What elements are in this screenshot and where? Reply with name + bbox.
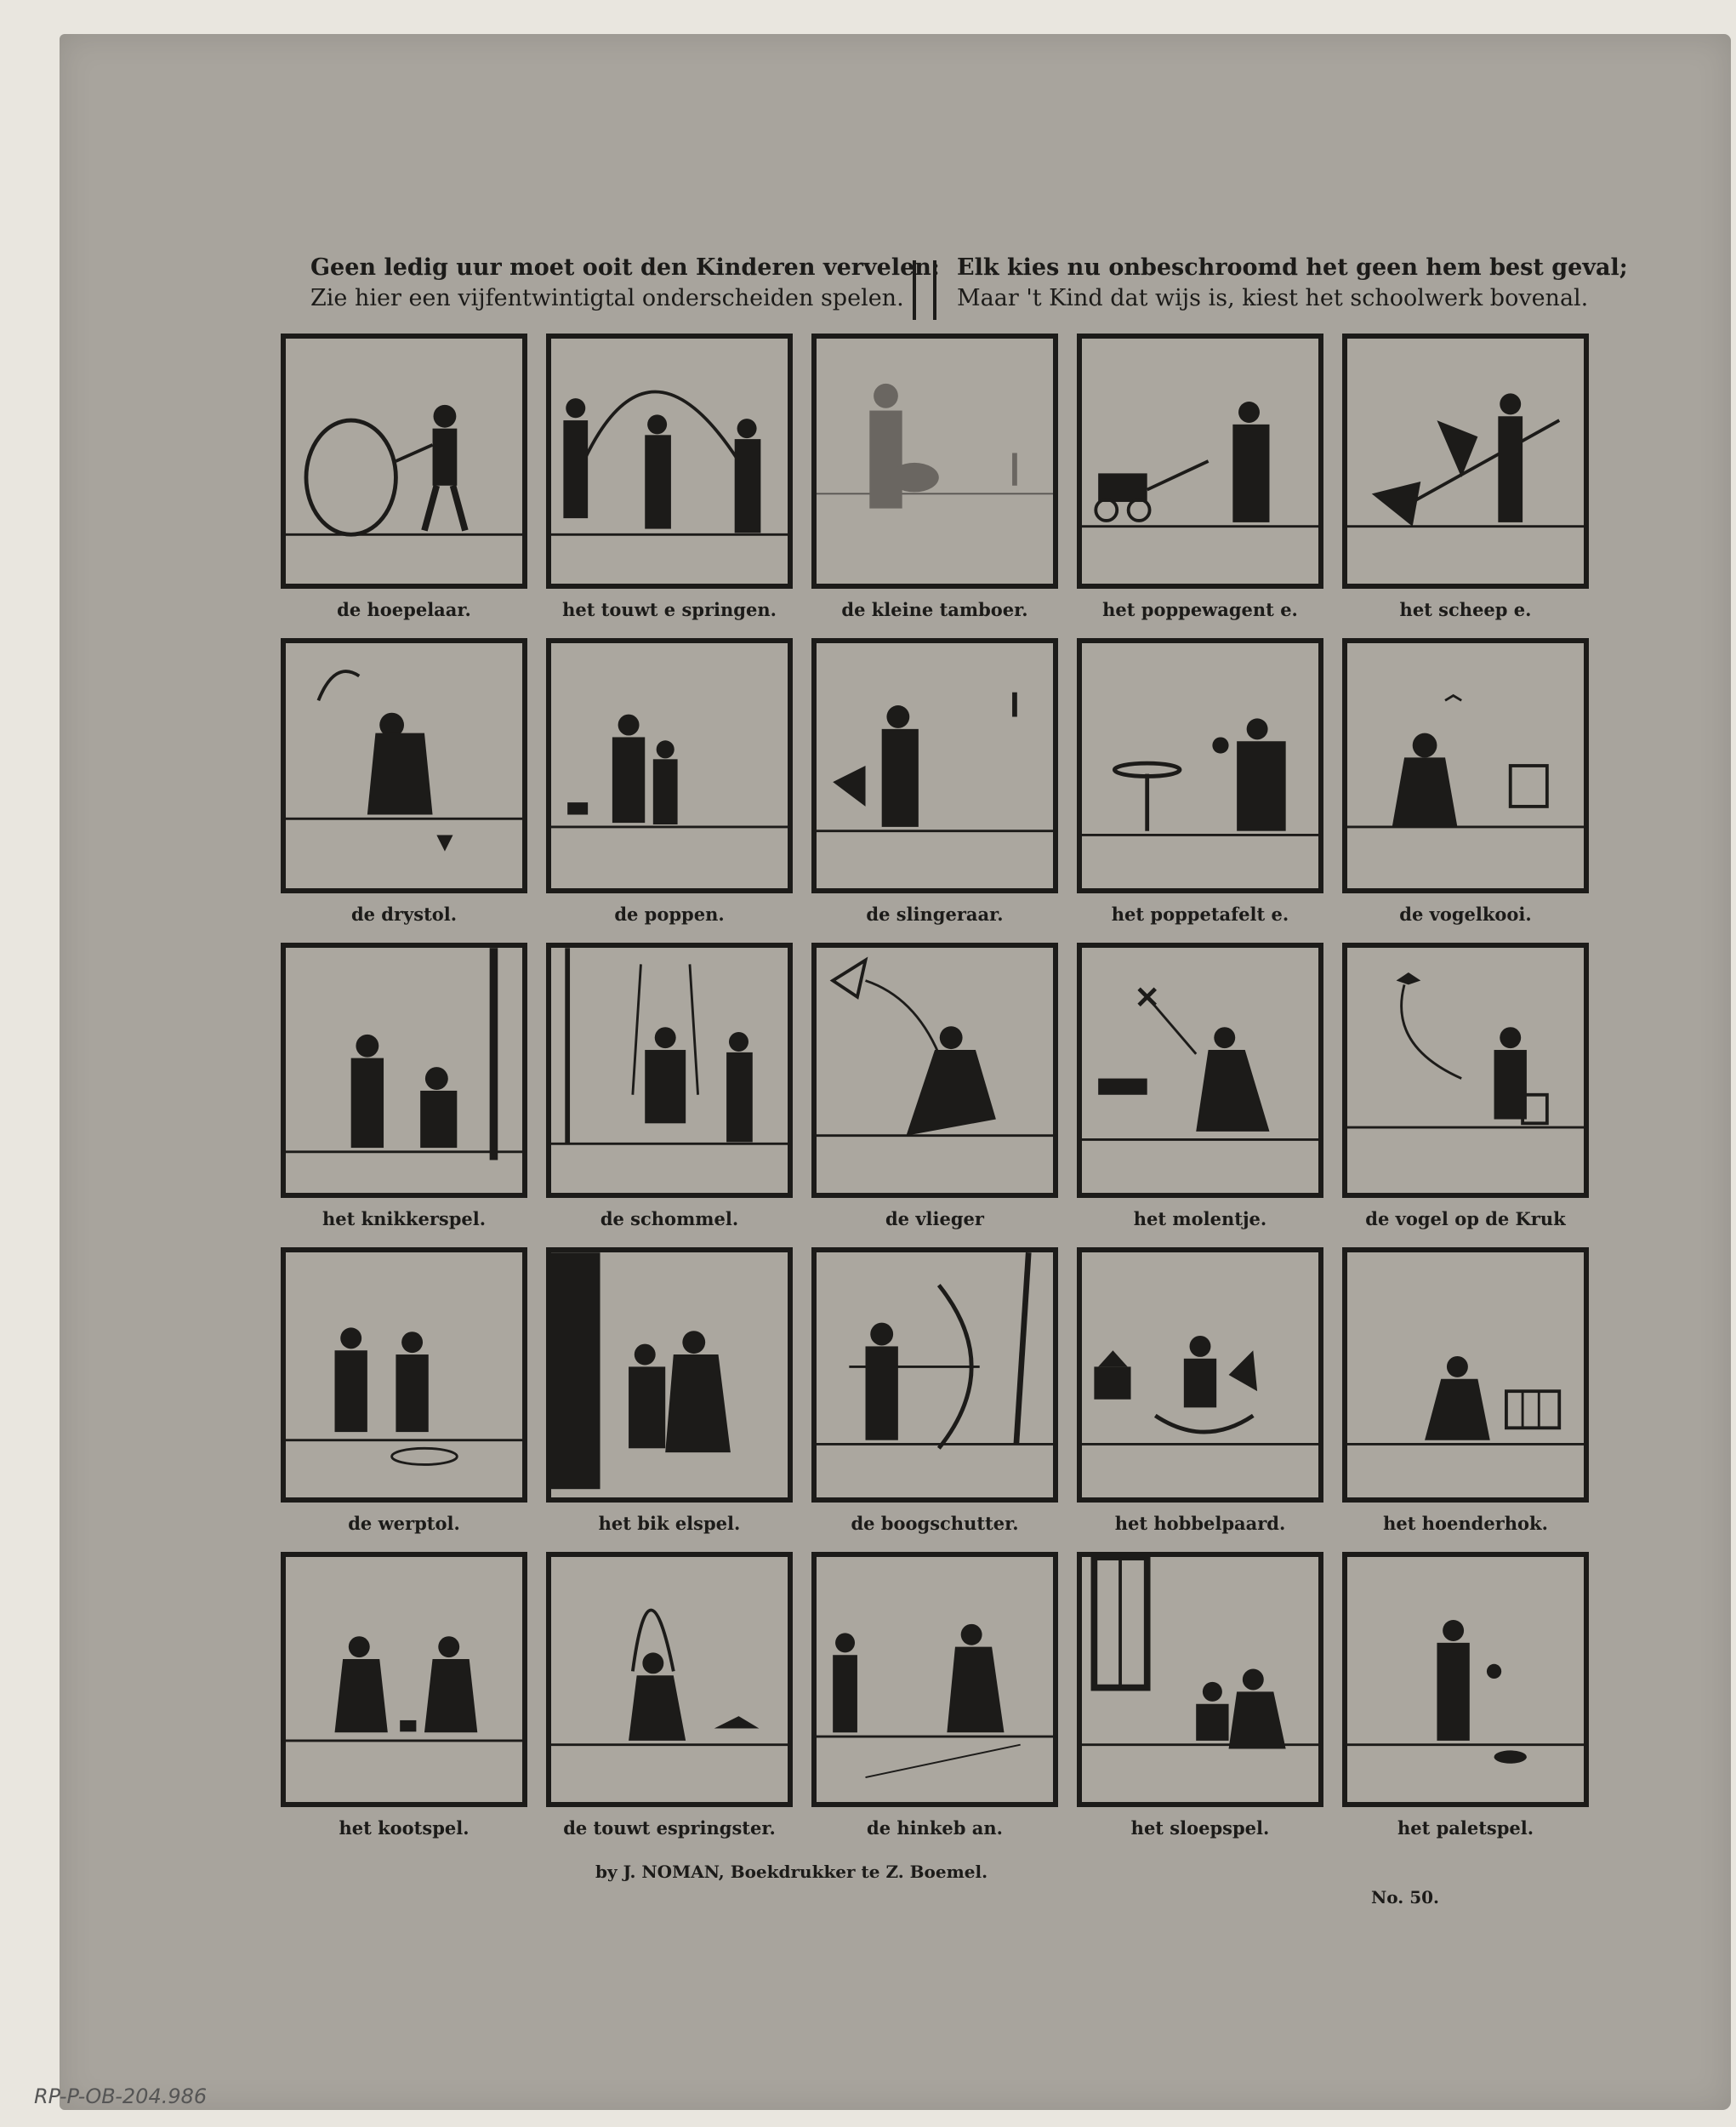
woodcut-rocking-horse (1077, 1247, 1323, 1503)
verse-right-line2: Maar 't Kind dat wijs is, kiest het schoolwerk bovenal. (957, 285, 1589, 311)
woodcut-rope (546, 334, 793, 589)
woodcut-doll-carriage (1077, 334, 1323, 589)
woodcut-pinwheel (1077, 943, 1323, 1198)
woodcut-paddle (1342, 1552, 1589, 1807)
caption: de kleine tamboer. (841, 599, 1028, 620)
caption: de vlieger (885, 1208, 984, 1229)
header-verse (310, 254, 1628, 330)
caption: het poppewagent e. (1102, 599, 1298, 620)
woodcut-henhouse (1342, 1247, 1589, 1503)
woodcut-bird-perch (1342, 943, 1589, 1198)
woodcut-grid (281, 334, 1591, 1890)
woodcut-skipping-girl (546, 1552, 793, 1807)
caption: het kootspel. (339, 1817, 470, 1839)
woodcut-kite (811, 943, 1058, 1198)
caption: de touwt espringster. (563, 1817, 776, 1839)
woodcut-whip-top (281, 638, 527, 893)
caption: het sloepspel. (1130, 1817, 1270, 1839)
caption: het touwt e springen. (562, 599, 777, 620)
caption: de vogel op de Kruk (1365, 1208, 1566, 1229)
woodcut-hopscotch (811, 1552, 1058, 1807)
woodcut-ship (1342, 334, 1589, 589)
caption: het scheep e. (1399, 599, 1532, 620)
woodcut-throw-top (281, 1247, 527, 1503)
caption: de poppen. (614, 904, 725, 925)
woodcut-sling (811, 638, 1058, 893)
caption: de hoepelaar. (337, 599, 471, 620)
caption: het molentje. (1133, 1208, 1267, 1229)
ornament-divider (913, 260, 936, 320)
caption: het bik elspel. (598, 1513, 741, 1534)
woodcut-doll-table (1077, 638, 1323, 893)
sheet-number: No. 50. (1371, 1887, 1439, 1907)
verse-left-line2: Zie hier een vijfentwintigtal onderscheiden spelen. (310, 285, 904, 311)
woodcut-knucklebones (546, 1247, 793, 1503)
caption: het paletspel. (1397, 1817, 1534, 1839)
woodcut-birdcage (1342, 638, 1589, 893)
caption: de hinkeb an. (867, 1817, 1003, 1839)
woodcut-hoop (281, 334, 527, 589)
inventory-number: RP-P-OB-204.986 (34, 2084, 208, 2108)
caption: de slingeraar. (866, 904, 1004, 925)
caption: de drystol. (350, 904, 458, 925)
verse-left-line1: Geen ledig uur moet ooit den Kinderen vervelen: (310, 254, 940, 281)
woodcut-marbles (281, 943, 527, 1198)
caption: de schommel. (600, 1208, 739, 1229)
woodcut-swing (546, 943, 793, 1198)
woodcut-dolls (546, 638, 793, 893)
woodcut-archer (811, 1247, 1058, 1503)
caption: het knikkerspel. (322, 1208, 487, 1229)
caption: de boogschutter. (851, 1513, 1019, 1534)
caption: het poppetafelt e. (1111, 904, 1289, 925)
caption: de vogelkooi. (1399, 904, 1532, 925)
woodcut-kootspel (281, 1552, 527, 1807)
caption: het hobbelpaard. (1114, 1513, 1286, 1534)
woodcut-sloepspel (1077, 1552, 1323, 1807)
verse-right-line1: Elk kies nu onbeschroomd het geen hem best geval; (957, 254, 1628, 281)
woodcut-drummer (811, 334, 1058, 589)
caption: de werptol. (348, 1513, 460, 1534)
printer-imprint: by J. NOMAN, Boekdrukker te Z. Boemel. (595, 1862, 988, 1882)
caption: het hoenderhok. (1383, 1513, 1548, 1534)
